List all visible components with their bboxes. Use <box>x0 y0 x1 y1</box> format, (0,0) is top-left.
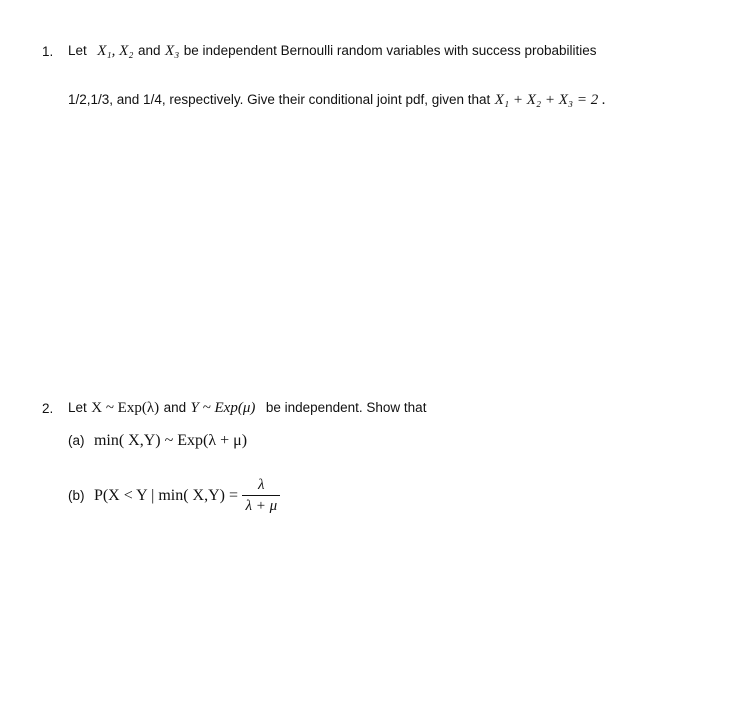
problem-2-y-distribution: Y ~ Exp(μ) <box>190 400 256 416</box>
problem-2-intro <box>68 399 426 417</box>
problem-1-let: Let <box>68 43 87 58</box>
problem-1-statement-rest: be independent Bernoulli random variables with success probabilities <box>183 43 597 58</box>
part-a-label: (a) <box>68 433 85 448</box>
problem-1-condition: X₁ + X₂ + X₃ = 2 . <box>494 92 606 108</box>
problem-2-intro-rest: be independent. Show that <box>265 400 427 415</box>
problem-1-and: and <box>137 43 161 58</box>
problem-2-x-distribution: X ~ Exp(λ) <box>91 400 160 416</box>
part-a-statement: min( X,Y) ~ Exp(λ + μ) <box>93 432 248 449</box>
problem-1-line-1 <box>68 42 597 60</box>
fraction-numerator: λ <box>258 477 265 493</box>
problem-1-vars-x1-x2: X₁, X₂ <box>97 43 134 59</box>
problem-2-and: and <box>163 400 187 415</box>
problem-2-part-a <box>68 432 247 450</box>
fraction-denominator: λ + μ <box>242 495 280 515</box>
problem-2-part-b <box>68 476 280 515</box>
problem-1-line-2 <box>68 91 606 109</box>
problem-1-probabilities-text: 1/2,1/3, and 1/4, respectively. Give their conditional joint pdf, given that <box>68 92 491 107</box>
part-b-lhs: P(X < Y | min( X,Y) = <box>93 486 239 504</box>
part-b-label: (b) <box>68 488 85 503</box>
problem-1-var-x3: X₃ <box>164 43 180 59</box>
problem-2-let: Let <box>68 400 87 415</box>
problem-2-number: 2. <box>42 401 54 416</box>
part-b-fraction <box>242 476 280 515</box>
problem-1-number: 1. <box>42 44 54 59</box>
